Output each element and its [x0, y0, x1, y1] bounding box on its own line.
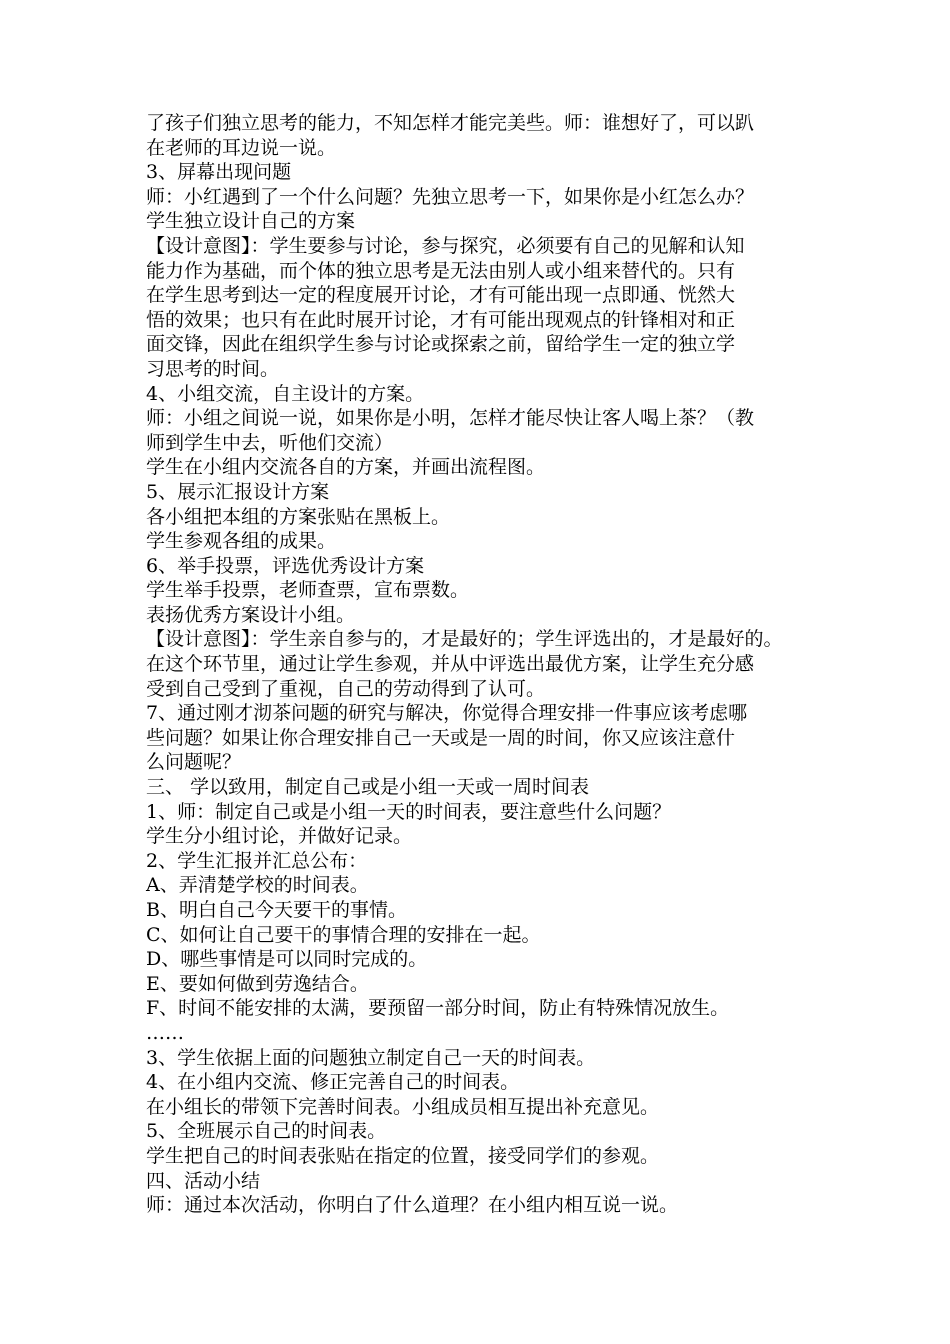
text-line: 能力作为基础，而个体的独立思考是无法由别人或小组来替代的。只有 — [146, 259, 736, 282]
text-line: 师：小组之间说一说，如果你是小明，怎样才能尽快让客人喝上茶？（教 — [146, 407, 755, 430]
text-line: 各小组把本组的方案张贴在黑板上。 — [146, 505, 451, 528]
list-item: A、弄清楚学校的时间表。 — [146, 874, 369, 897]
text-line: 在老师的耳边说一说。 — [146, 136, 337, 159]
text-line: 在学生思考到达一定的程度展开讨论，才有可能出现一点即通、恍然大 — [146, 284, 736, 307]
text-line: 么问题呢？ — [146, 751, 242, 774]
design-intent-line: 【设计意图】：学生亲自参与的，才是最好的；学生评选出的，才是最好的。 — [146, 628, 783, 651]
text-line: 学生分小组讨论，并做好记录。 — [146, 825, 413, 848]
section-heading: 2、学生汇报并汇总公布： — [146, 849, 368, 872]
text-line: 学生在小组内交流各自的方案，并画出流程图。 — [146, 456, 546, 479]
text-line: 悟的效果；也只有在此时展开讨论，才有可能出现观点的针锋相对和正 — [146, 308, 736, 331]
list-item: C、如何让自己要干的事情合理的安排在一起。 — [146, 923, 541, 946]
document-body — [146, 111, 826, 1218]
text-line: 在小组长的带领下完善时间表。小组成员相互提出补充意见。 — [146, 1095, 660, 1118]
section-heading: 1、师：制定自己或是小组一天的时间表，要注意些什么问题？ — [146, 800, 672, 823]
ellipsis-line: …… — [146, 1021, 184, 1044]
text-line: 师：小红遇到了一个什么问题？先独立思考一下，如果你是小红怎么办？ — [146, 185, 755, 208]
section-heading: 4、小组交流，自主设计的方案。 — [146, 382, 425, 405]
section-heading: 5、展示汇报设计方案 — [146, 480, 330, 503]
part-heading: 四、活动小结 — [146, 1169, 261, 1192]
text-line: 了孩子们独立思考的能力，不知怎样才能完美些。师：谁想好了，可以趴 — [146, 112, 755, 134]
text-line: 表扬优秀方案设计小组。 — [146, 603, 356, 626]
section-heading: 5、全班展示自己的时间表。 — [146, 1120, 387, 1143]
section-heading: 3、屏幕出现问题 — [146, 161, 292, 184]
text-line: 些问题？如果让你合理安排自己一天或是一周的时间，你又应该注意什 — [146, 726, 736, 749]
part-heading: 三、 学以致用，制定自己或是小组一天或一周时间表 — [146, 776, 590, 799]
text-line: 师：通过本次活动，你明白了什么道理？在小组内相互说一说。 — [146, 1194, 679, 1217]
list-item: F、时间不能安排的太满，要预留一部分时间，防止有特殊情况放生。 — [146, 997, 730, 1020]
text-line: 习思考的时间。 — [146, 357, 280, 380]
text-line: 师到学生中去，听他们交流） — [146, 431, 394, 454]
text-line: 面交锋，因此在组织学生参与讨论或探索之前，留给学生一定的独立学 — [146, 333, 736, 356]
section-heading: 3、学生依据上面的问题独立制定自己一天的时间表。 — [146, 1046, 596, 1069]
section-heading: 6、举手投票，评选优秀设计方案 — [146, 554, 425, 577]
text-line: 学生独立设计自己的方案 — [146, 210, 356, 233]
list-item: D、哪些事情是可以同时完成的。 — [146, 948, 428, 971]
design-intent-line: 【设计意图】：学生要参与讨论，参与探究，必须要有自己的见解和认知 — [146, 234, 745, 257]
list-item: B、明白自己今天要干的事情。 — [146, 899, 407, 921]
text-line: 在这个环节里，通过让学生参观，并从中评选出最优方案，让学生充分感 — [146, 653, 755, 676]
text-line: 学生举手投票，老师查票，宣布票数。 — [146, 579, 470, 602]
list-item: E、要如何做到劳逸结合。 — [146, 972, 369, 995]
text-line: 学生参观各组的成果。 — [146, 530, 337, 553]
section-heading: 7、通过刚才沏茶问题的研究与解决，你觉得合理安排一件事应该考虑哪 — [146, 702, 748, 725]
text-line: 受到自己受到了重视，自己的劳动得到了认可。 — [146, 677, 546, 700]
section-heading: 4、在小组内交流、修正完善自己的时间表。 — [146, 1071, 520, 1094]
text-line: 学生把自己的时间表张贴在指定的位置，接受同学们的参观。 — [146, 1144, 660, 1167]
